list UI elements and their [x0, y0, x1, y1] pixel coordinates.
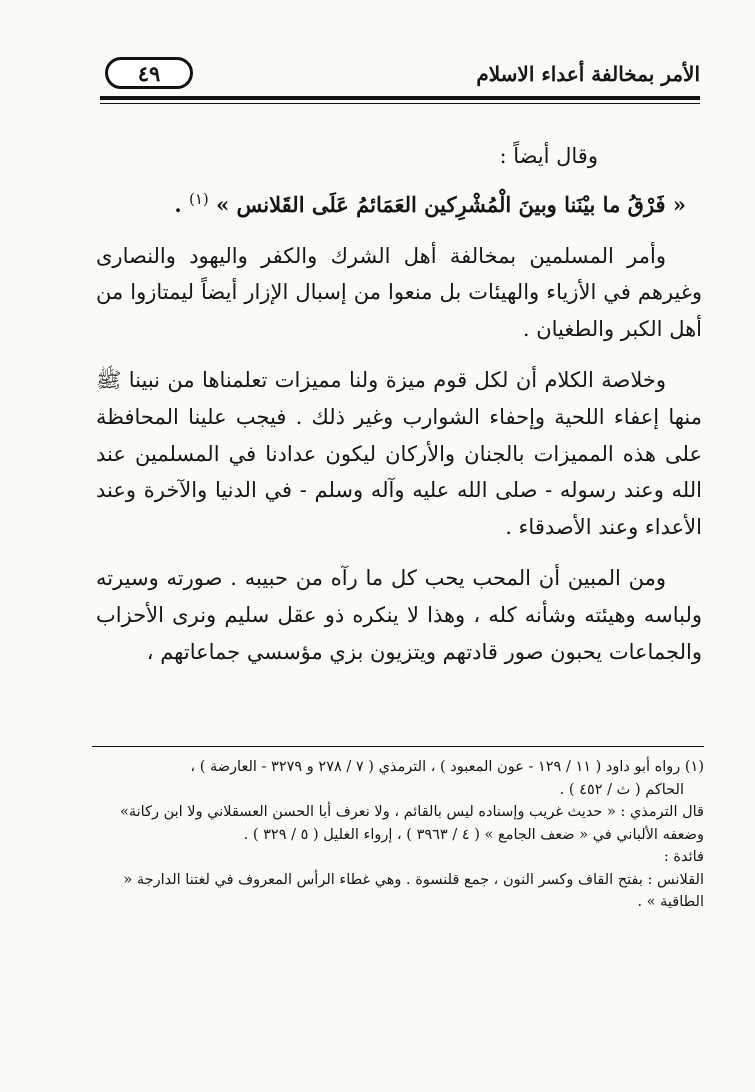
running-title: الأمر بمخالفة أعداء الاسلام — [476, 62, 700, 86]
footnote-divider — [92, 746, 704, 747]
page-number: ٤٩ — [137, 60, 161, 86]
header-rule — [100, 96, 700, 100]
footnote-1-line-1: (١) رواه أبو داود ( ١١ / ١٢٩ - عون المعبود ) ، الترمذي ( ٧ / ٢٧٨ و ٣٢٧٩ - العارضة ) ، — [190, 759, 704, 775]
paragraph: وخلاصة الكلام أن لكل قوم ميزة ولنا مميزات تعلمناها من نبينا ﷺ منها إعفاء اللحية وإحفاء الشوارب وغير ذلك . فيجب علينا المحافظة على هذه المميزات بالجنان والأركان ليكون عدادنا في المسلمين عند الله وعند رسوله - صلى الله عليه وآله وسلم - في الدنيا والآخرة وعند الأعداء وعند الأصدقاء . — [96, 367, 702, 540]
footnote-reference: (١) — [189, 189, 209, 208]
paragraph: ومن المبين أن المحب يحب كل ما رآه من حبيبه . صورته وسيرته ولباسه وهيئته وشأنه كله ، وهذا لا ينكره ذو عقل سليم ونرى الأحزاب والجماعات يحبون صور قادتهم ويتزيون بزي مؤسسي جماعاتهم ، — [96, 565, 702, 664]
page-number-frame — [105, 57, 193, 89]
footnote-1-line-2: الحاكم ( ث / ٤٥٢ ) . — [559, 781, 684, 798]
tirmidhi-note: قال الترمذي : « حديث غريب وإسناده ليس بالقائم ، ولا نعرف أبا الحسن العسقلاني ولا ابن ركانة» — [119, 804, 704, 820]
header-rule-thin — [100, 103, 700, 104]
hadith-quote-text: « فَرْقُ ما بيْنَنا وبينَ الْمُشْرِكين العَمَائمُ عَلَى القَلانس » — [216, 191, 686, 217]
main-text — [96, 138, 702, 684]
hadith-quote — [96, 181, 702, 224]
qalanis-note: القلانس : بفتح القاف وكسر النون ، جمع قلنسوة . وهي غطاء الرأس المعروف في لغتنا الدارجة « الطاقية » . — [123, 871, 704, 910]
faida-label: فائدة : — [663, 849, 704, 865]
quote-end-mark: . — [174, 191, 182, 217]
albani-note: وضعفه الألباني في « ضعف الجامع » ( ٤ / ٣٩٦٣ ) ، إرواء الغليل ( ٥ / ٣٢٩ ) . — [243, 826, 704, 843]
page-header — [100, 50, 700, 100]
intro-line: وقال أيضاً : — [499, 144, 598, 168]
footnotes — [92, 756, 704, 914]
paragraph: وأمر المسلمين بمخالفة أهل الشرك والكفر واليهود والنصارى وغيرهم في الأزياء والهيئات بل منعوا من إسبال الإزار أيضاً ليمتازوا من أهل الكبر والطغيان . — [96, 243, 702, 342]
